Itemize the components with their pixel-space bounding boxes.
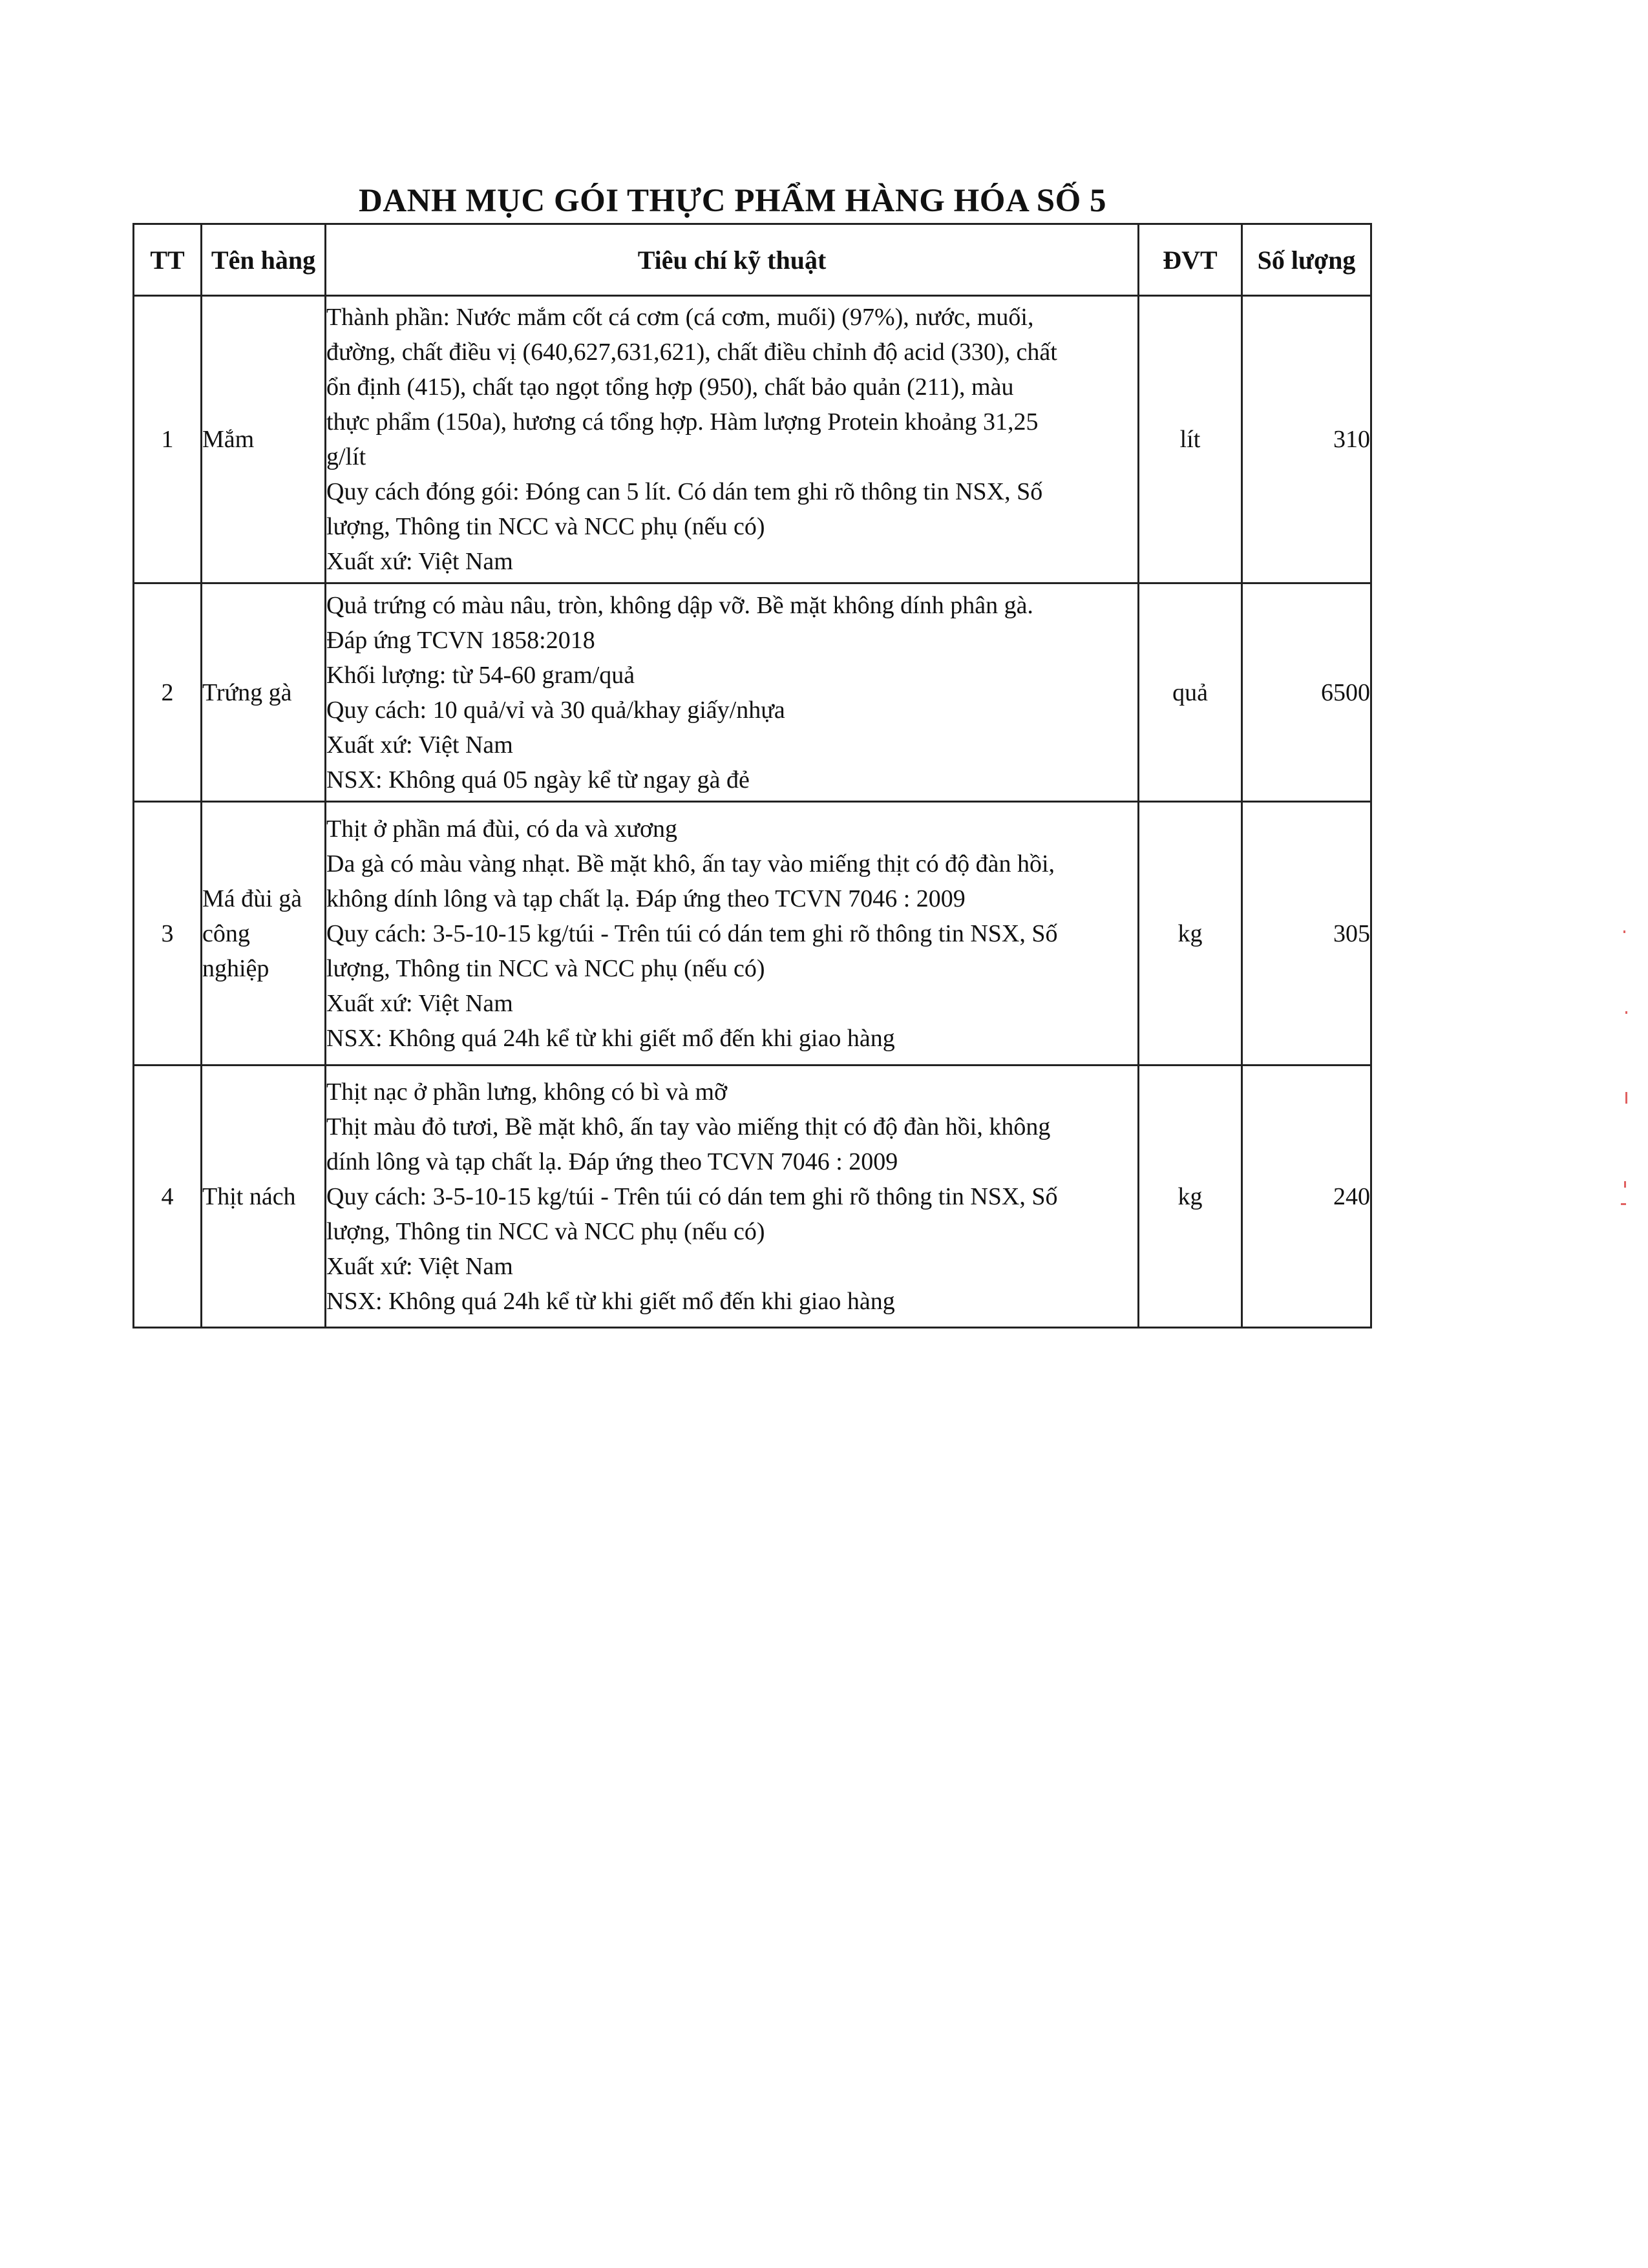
spec-line: g/lít — [326, 443, 366, 470]
spec-line: Thịt màu đỏ tươi, Bề mặt khô, ấn tay vào miếng thịt có độ đàn hồi, không — [326, 1113, 1051, 1140]
cell-spec — [326, 296, 1139, 583]
header-unit: ĐVT — [1139, 224, 1242, 296]
header-spec: Tiêu chí kỹ thuật — [326, 224, 1139, 296]
table-row — [134, 296, 1371, 583]
spec-line: Da gà có màu vàng nhạt. Bề mặt khô, ấn tay vào miếng thịt có độ đàn hồi, — [326, 850, 1055, 877]
spec-line: Thịt ở phần má đùi, có da và xương — [326, 815, 678, 843]
name-line: Má đùi gà — [202, 885, 302, 912]
spec-line: ổn định (415), chất tạo ngọt tổng hợp (950), chất bảo quản (211), màu — [326, 373, 1014, 401]
spec-line: Xuất xứ: Việt Nam — [326, 548, 513, 575]
cell-spec — [326, 1066, 1139, 1328]
spec-line: NSX: Không quá 24h kể từ khi giết mổ đến khi giao hàng — [326, 1287, 895, 1315]
cell-unit: lít — [1139, 296, 1242, 583]
spec-line: lượng, Thông tin NCC và NCC phụ (nếu có) — [326, 1217, 765, 1245]
cell-qty: 6500 — [1242, 583, 1371, 802]
scan-mark — [1625, 1011, 1627, 1014]
cell-name — [202, 802, 326, 1066]
cell-unit: quả — [1139, 583, 1242, 802]
cell-spec — [326, 802, 1139, 1066]
spec-line: thực phẩm (150a), hương cá tổng hợp. Hàm lượng Protein khoảng 31,25 — [326, 408, 1039, 436]
spec-line: Quy cách: 10 quả/vỉ và 30 quả/khay giấy/nhựa — [326, 696, 785, 724]
cell-tt: 4 — [134, 1066, 202, 1328]
page-title: DANH MỤC GÓI THỰC PHẨM HÀNG HÓA SỐ 5 — [359, 183, 1107, 219]
scan-mark — [1624, 1181, 1626, 1188]
spec-line: Quy cách: 3-5-10-15 kg/túi - Trên túi có dán tem ghi rõ thông tin NSX, Số — [326, 919, 1058, 947]
spec-line: Đáp ứng TCVN 1858:2018 — [326, 626, 595, 654]
spec-line: đường, chất điều vị (640,627,631,621), chất điều chỉnh độ acid (330), chất — [326, 339, 1057, 366]
table-row — [134, 583, 1371, 802]
spec-line: Thành phần: Nước mắm cốt cá cơm (cá cơm, muối) (97%), nước, muối, — [326, 304, 1034, 331]
cell-unit: kg — [1139, 802, 1242, 1066]
spec-line: lượng, Thông tin NCC và NCC phụ (nếu có) — [326, 954, 765, 982]
scan-mark — [1621, 1203, 1626, 1205]
header-name: Tên hàng — [202, 224, 326, 296]
spec-line: Quy cách: 3-5-10-15 kg/túi - Trên túi có dán tem ghi rõ thông tin NSX, Số — [326, 1182, 1058, 1210]
header-row — [134, 224, 1371, 296]
product-catalog-table — [132, 223, 1372, 1328]
cell-spec — [326, 583, 1139, 802]
name-line: nghiệp — [202, 954, 269, 982]
spec-line: Khối lượng: từ 54-60 gram/quả — [326, 661, 635, 689]
cell-name — [202, 1066, 326, 1328]
spec-line: Thịt nạc ở phần lưng, không có bì và mỡ — [326, 1078, 728, 1106]
scan-mark — [1623, 930, 1625, 933]
spec-line: không dính lông và tạp chất lạ. Đáp ứng theo TCVN 7046 : 2009 — [326, 885, 966, 912]
header-qty: Số lượng — [1242, 224, 1371, 296]
cell-name — [202, 296, 326, 583]
table-row — [134, 1066, 1371, 1328]
spec-line: dính lông và tạp chất lạ. Đáp ứng theo TCVN 7046 : 2009 — [326, 1148, 898, 1175]
spec-line: Xuất xứ: Việt Nam — [326, 989, 513, 1017]
cell-name — [202, 583, 326, 802]
spec-line: NSX: Không quá 24h kể từ khi giết mổ đến khi giao hàng — [326, 1024, 895, 1052]
table-row — [134, 802, 1371, 1066]
scan-mark — [1625, 1092, 1627, 1104]
cell-qty: 305 — [1242, 802, 1371, 1066]
spec-line: Quả trứng có màu nâu, tròn, không dập vỡ. Bề mặt không dính phân gà. — [326, 591, 1033, 619]
name-line: Thịt nách — [202, 1182, 296, 1210]
cell-qty: 240 — [1242, 1066, 1371, 1328]
cell-tt: 1 — [134, 296, 202, 583]
spec-line: lượng, Thông tin NCC và NCC phụ (nếu có) — [326, 513, 765, 540]
cell-qty: 310 — [1242, 296, 1371, 583]
name-line: công — [202, 919, 250, 947]
spec-line: NSX: Không quá 05 ngày kể từ ngay gà đẻ — [326, 766, 750, 793]
name-line: Trứng gà — [202, 678, 292, 706]
spec-line: Quy cách đóng gói: Đóng can 5 lít. Có dán tem ghi rõ thông tin NSX, Số — [326, 478, 1043, 505]
cell-unit: kg — [1139, 1066, 1242, 1328]
cell-tt: 2 — [134, 583, 202, 802]
header-tt: TT — [134, 224, 202, 296]
name-line: Mắm — [202, 426, 255, 453]
spec-line: Xuất xứ: Việt Nam — [326, 731, 513, 759]
spec-line: Xuất xứ: Việt Nam — [326, 1252, 513, 1280]
cell-tt: 3 — [134, 802, 202, 1066]
